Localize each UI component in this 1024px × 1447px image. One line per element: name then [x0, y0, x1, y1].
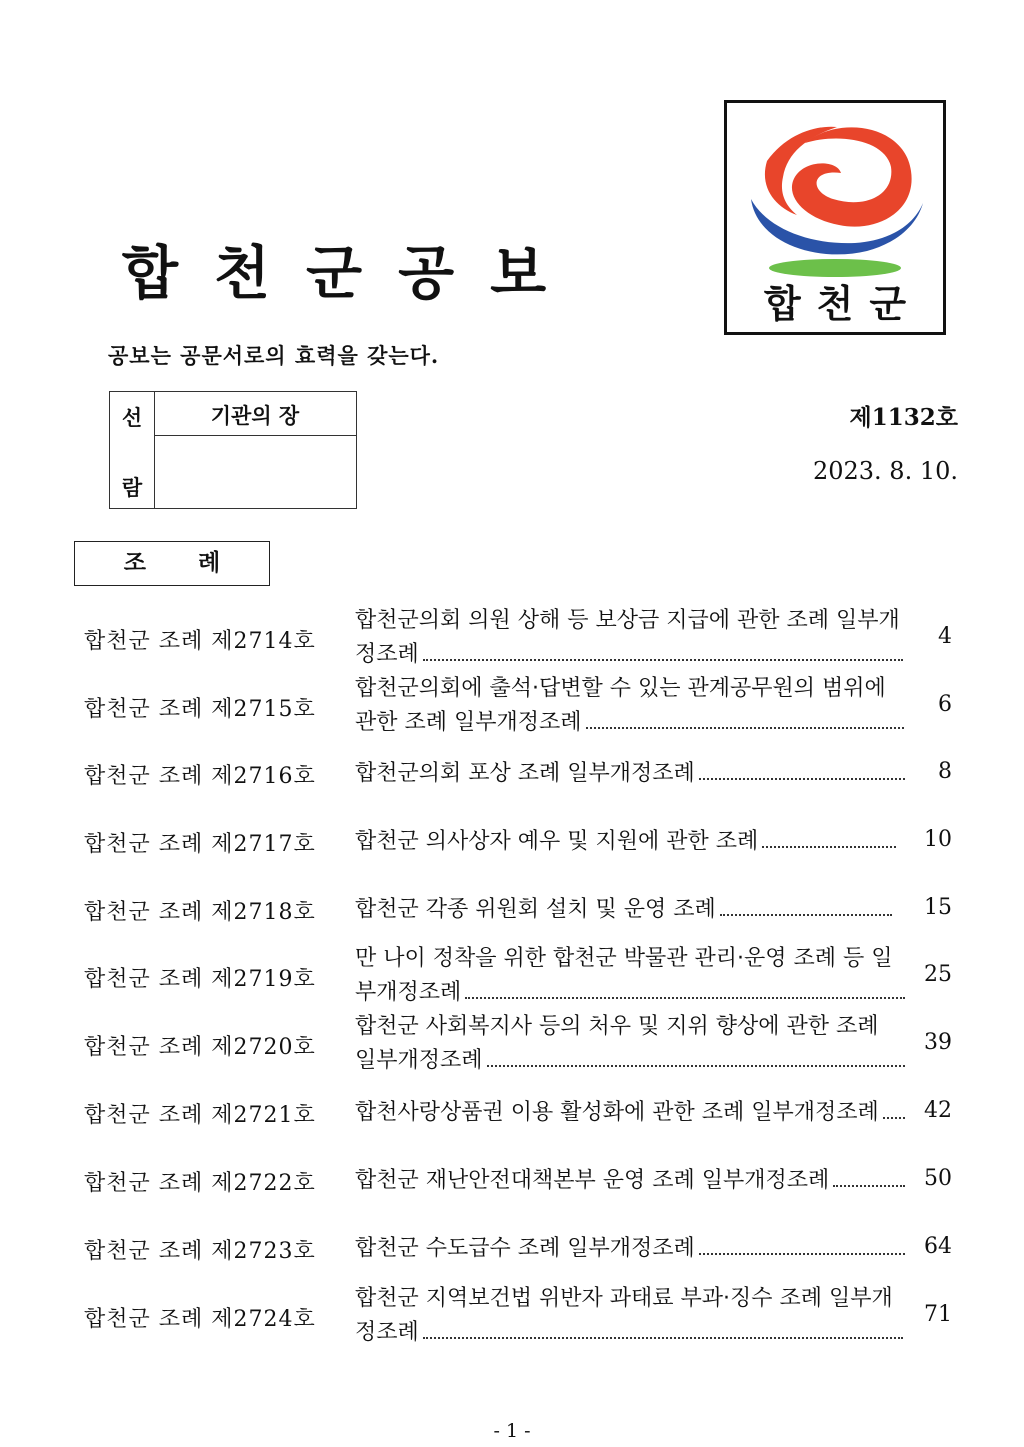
page-number: 71 [924, 1302, 952, 1327]
county-logo [724, 100, 946, 335]
approval-label-bottom: 람 [121, 476, 143, 500]
leader-dots [699, 777, 905, 780]
leader-dots [423, 658, 903, 661]
issue-date: 2023. 8. 10. [812, 457, 958, 485]
approval-table [109, 391, 357, 509]
leader-dots [720, 913, 892, 916]
ordinance-number: 합천군 조례 제2719호 [84, 967, 316, 992]
leader-dots [586, 726, 904, 729]
ordinance-title: 합천군의회 포상 조례 일부개정조례 [355, 757, 907, 791]
ordinance-number: 합천군 조례 제2714호 [84, 629, 316, 654]
ordinance-title: 합천군 의사상자 예우 및 지원에 관한 조례 [355, 825, 907, 859]
ordinance-number: 합천군 조례 제2717호 [84, 832, 316, 857]
page-number: 6 [938, 692, 952, 717]
leader-dots [699, 1252, 905, 1255]
page-number: 64 [924, 1234, 952, 1259]
ordinance-number: 합천군 조례 제2715호 [84, 697, 316, 722]
ordinance-number: 합천군 조례 제2721호 [84, 1103, 316, 1128]
leader-dots [423, 1336, 903, 1339]
ordinance-title: 합천군 사회복지사 등의 처우 및 지위 향상에 관한 조례 일부개정조례 [355, 1010, 907, 1078]
page-title: 합천군공보 [122, 239, 583, 307]
page-number: 15 [924, 895, 952, 920]
ordinance-title: 합천군 각종 위원회 설치 및 운영 조례 [355, 893, 907, 927]
page-footer: - 1 - [493, 1420, 531, 1442]
ordinance-title: 합천군의회 의원 상해 등 보상금 지급에 관한 조례 일부개 정조례 [355, 604, 907, 672]
leader-dots [833, 1184, 905, 1187]
ordinance-number: 합천군 조례 제2720호 [84, 1035, 316, 1060]
ordinance-title: 합천군 재난안전대책본부 운영 조례 일부개정조례 [355, 1164, 907, 1198]
subtitle: 공보는 공문서로의 효력을 갖는다. [108, 343, 440, 368]
page-number: 25 [924, 962, 952, 987]
leader-dots [465, 996, 905, 999]
ordinance-title: 합천사랑상품권 이용 활성화에 관한 조례 일부개정조례 [355, 1096, 907, 1130]
logo-text: 합천군 [763, 282, 923, 326]
leader-dots [487, 1064, 905, 1067]
page-number: 42 [924, 1098, 952, 1123]
ordinance-number: 합천군 조례 제2722호 [84, 1171, 316, 1196]
section-heading: 조 례 [74, 541, 270, 586]
leader-dots [762, 845, 896, 848]
ordinance-title: 합천군의회에 출석·답변할 수 있는 관계공무원의 범위에 관한 조례 일부개정조례 [355, 672, 907, 740]
ordinance-number: 합천군 조례 제2724호 [84, 1307, 316, 1332]
page-number: 10 [924, 827, 952, 852]
page-number: 8 [938, 759, 952, 784]
ordinance-number: 합천군 조례 제2723호 [84, 1239, 316, 1264]
ordinance-title: 합천군 수도급수 조례 일부개정조례 [355, 1232, 907, 1266]
page-number: 39 [924, 1030, 952, 1055]
approval-column-header: 기관의 장 [210, 404, 300, 428]
approval-label-top: 선 [121, 406, 143, 430]
ordinance-number: 합천군 조례 제2716호 [84, 764, 316, 789]
issue-number: 제1132호 [849, 404, 958, 431]
logo-red-swirl [792, 127, 912, 226]
ordinance-title: 만 나이 정착을 위한 합천군 박물관 관리·운영 조례 등 일 부개정조례 [355, 942, 907, 1010]
page-number: 4 [938, 624, 952, 649]
ordinance-title: 합천군 지역보건법 위반자 과태료 부과·징수 조례 일부개 정조례 [355, 1282, 907, 1350]
page-number: 50 [924, 1166, 952, 1191]
ordinance-number: 합천군 조례 제2718호 [84, 900, 316, 925]
